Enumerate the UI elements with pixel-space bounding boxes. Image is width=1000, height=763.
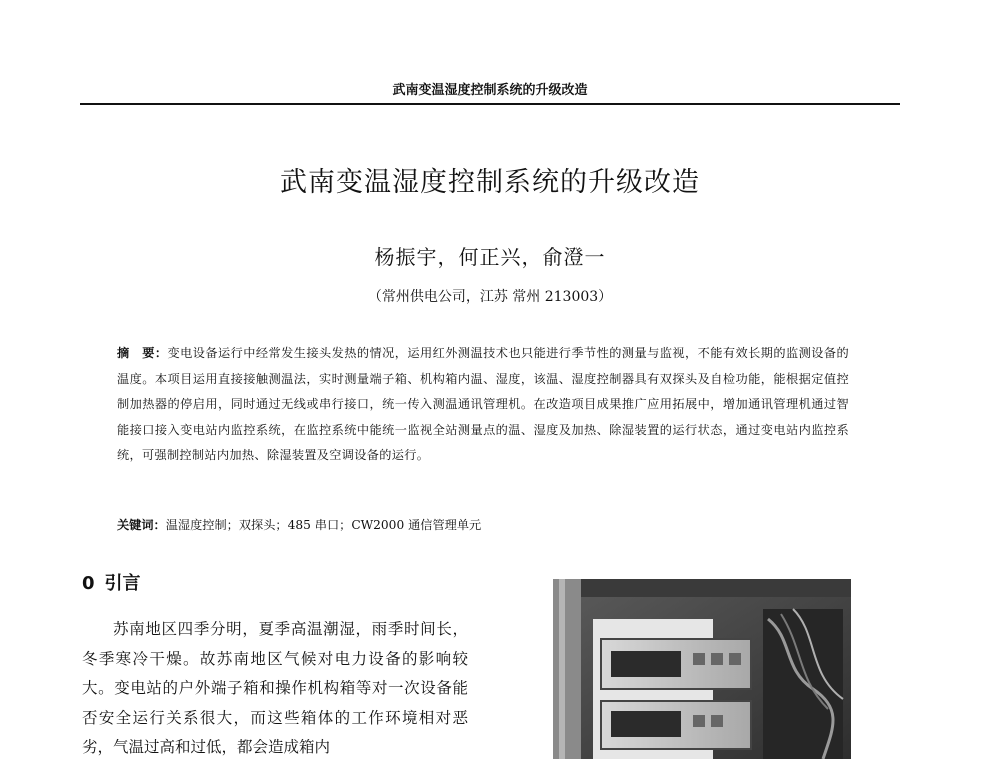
running-head: 武南变温湿度控制系统的升级改造 <box>392 83 588 98</box>
keywords-label: 关键词： <box>117 518 166 532</box>
abstract-label: 摘 要： <box>117 346 168 360</box>
keywords <box>117 516 849 533</box>
equipment-photo <box>553 579 851 759</box>
authors: 杨振宇，何正兴，俞澄一 <box>374 245 606 269</box>
section-title: 引言 <box>104 573 141 594</box>
header-rule <box>80 103 900 105</box>
section-heading <box>82 569 151 595</box>
affiliation: （常州供电公司，江苏 常州 213003） <box>367 289 613 305</box>
section-number: 0 <box>82 573 95 594</box>
equipment-photo-drawing <box>553 579 851 759</box>
abstract <box>117 341 849 469</box>
body-paragraph: 苏南地区四季分明，夏季高温潮湿，雨季时间长，冬季寒冷干燥。故苏南地区气候对电力设备的影响较大。变电站的户外端子箱和操作机构箱等对一次设备能否安全运行关系很大，而这些箱体的工作环境相对恶劣，气温过高和过低，都会造成箱内 <box>82 620 468 756</box>
keywords-text: 温湿度控制；双探头；485 串口；CW2000 通信管理单元 <box>165 518 482 532</box>
abstract-text: 变电设备运行中经常发生接头发热的情况，运用红外测温技术也只能进行季节性的测量与监视，不能有效长期的监测设备的温度。本项目运用直接接触测温法，实时测量端子箱、机构箱内温、湿度，该温、湿度控制器具有双探头及自检功能，能根据定值控制加热器的停启用，同时通过无线或串行接口，统一传入测温通讯管理机。在改造项目成果推广应用拓展中，增加通讯管理机通过智能接口接入变电站内监控系统，在监控系统中能统一监视全站测量点的温、湿度及加热、除湿装置的运行状态，通过变电站内监控系统，可强制控制站内加热、除湿装置及空调设备的运行。 <box>117 346 850 463</box>
paper-title: 武南变温湿度控制系统的升级改造 <box>280 167 700 198</box>
